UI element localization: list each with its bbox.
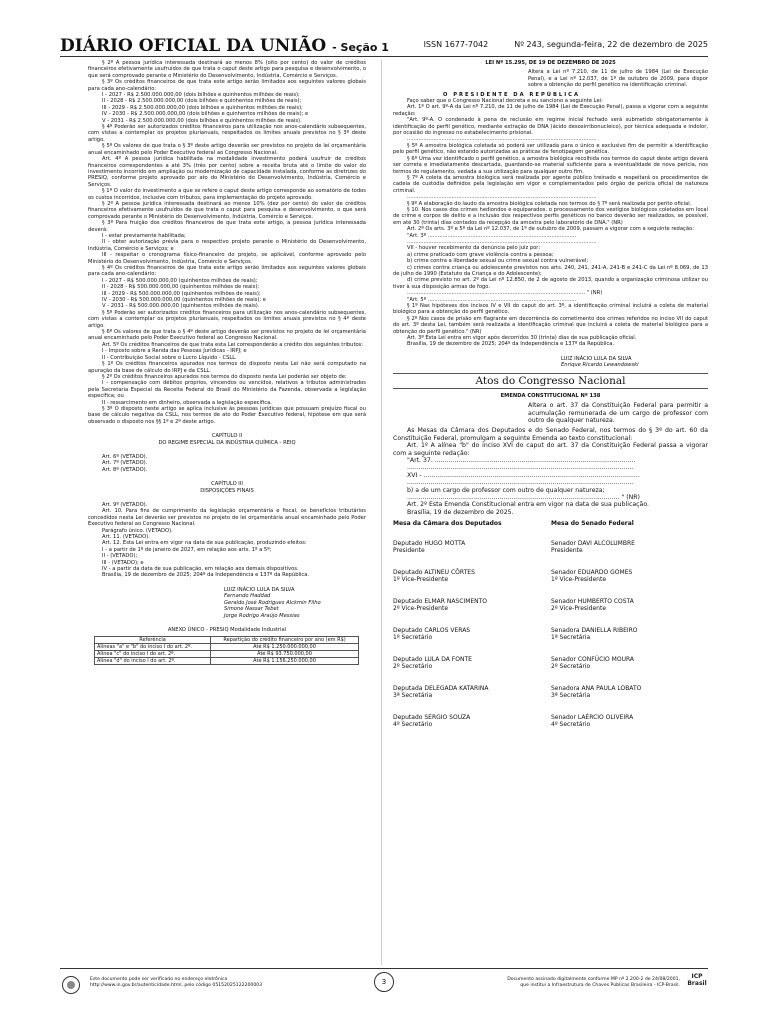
paragraph: "Art. 3º .......................................................................................... [407, 232, 577, 239]
chapter-2-title: CAPÍTULO II [211, 433, 243, 440]
law-ementa: Altera a Lei nº 7.210, de 11 de julho de 1984 (Lei de Execução Penal), e a Lei nº 12.037, de 1º de outubro de 2009, para dispor sobre a obtenção do perfil genético na identificação criminal. [528, 69, 708, 89]
table-cell: Alínea "c" do inciso I do art. 2º. [95, 651, 211, 658]
issn: ISSN 1677-7042 [423, 40, 489, 49]
footer-signature-line2: que institui a Infraestrutura de Chaves Públicas Brasileira - ICP-Brasil. [520, 983, 680, 988]
signatory-camara [393, 627, 543, 642]
paragraph: § 1º Os créditos financeiros apurados nos termos do disposto nesta Lei não será computado na apuração da base de cálculo do IRPJ e da CSLL. [88, 361, 366, 374]
paragraph: § 1º O valor do investimento a que se refere o caput deste artigo corresponde ao somatório de todos os custos incorridos, inclusive com tributos, para implementação do projeto aprovado. [88, 188, 366, 201]
paragraph: IV - a partir da data de sua publicação, em relação aos demais dispositivos. [102, 566, 299, 573]
paragraph: Art. 5º Os créditos financeiros de que trata esta Lei corresponderão a crédito dos seguintes tributos: [102, 341, 364, 348]
paragraph: Art. 1º O art. 9º-A da Lei nº 7.210, de 11 de julho de 1984 (Lei de Execução Penal), passa a vigorar com a seguinte redação: [393, 104, 708, 117]
signature-minister: Enrique Ricardo Lewandowski [561, 362, 639, 369]
table-cell: Até R$ 93.750.000,00 [211, 651, 359, 658]
table-cell: Alíneas "a" e "b" do inciso I do art. 2º. [95, 644, 211, 651]
paragraph: I - 2027 - R$ 2.500.000.000,00 (dois bilhões e quinhentos milhões de reais); [102, 92, 300, 99]
paragraph: ................................................................................................................... [407, 194, 597, 201]
vetoed-article: Art. 6º (VETADO). [102, 453, 148, 460]
vetoed-articles [88, 454, 366, 473]
paragraph: Art. 9º (VETADO). [102, 502, 148, 508]
paragraph: ............................................................................................................ " (NR) [407, 493, 640, 501]
paragraph: IV - 2030 - R$ 500.000.000,00 (quinhentos milhões de reais); e [102, 297, 266, 304]
paragraph: § 1º Nas hipóteses dos incisos IV e VII do caput do art. 3º, a identificação criminal incluirá a coleta de material biológico para a obtenção do perfil genético. [393, 303, 708, 316]
annex-title: ANEXO ÚNICO - PRESIQ Modalidade Industrial [167, 626, 287, 633]
table-row [95, 644, 359, 651]
annex-table [94, 636, 359, 665]
masthead [60, 36, 389, 56]
law-signatures-right [393, 356, 708, 369]
paragraph: ................................................................................................................... [407, 479, 634, 487]
signatory-role: 4º Secretário [393, 721, 433, 729]
president-heading: O PRESIDENTE DA REPÚBLICA [443, 91, 580, 98]
signatory-name: Senador EDUARDO GOMES [551, 568, 633, 576]
footer-signature-note [506, 977, 680, 989]
signatory-senado [551, 627, 701, 642]
signatory-camara [393, 656, 543, 671]
paragraph: III - 2029 - R$ 2.500.000.000,00 (dois bilhões e quinhentos milhões de reais); [102, 104, 303, 111]
paragraph: I - a partir de 1º de janeiro de 2027, em relação aos arts. 1º a 5º; [102, 546, 272, 553]
paragraph: Brasília, 19 de dezembro de 2025; 204º da Independência e 137º da República. [407, 341, 615, 348]
paragraph: Brasília, 19 de dezembro de 2025; 204º da Independência e 137º da República. [102, 572, 310, 579]
paragraph: d) crime previsto no art. 2º da Lei nº 12.850, de 2 de agosto de 2013, quando a organização criminosa utilizar ou tiver à sua disposição armas de fogo. [393, 277, 708, 290]
signatory-senado [551, 656, 701, 671]
paragraph: II - (VETADO); [102, 553, 138, 560]
paragraph: Art. 2º Esta Emenda Constitucional entra em vigor na data de sua publicação. [407, 501, 649, 509]
paragraph: § 2º A pessoa jurídica interessada destinará ao menos 8% (oito por cento) do valor de créditos financeiros efetivamente usufruídos de que trata o caput deste artigo para pesquisa e desenvolvimento, o que será comprovado perante o Ministério do Desenvolvimento, Indústria, Comércio e Serviços. [88, 60, 366, 79]
signatory-name: Deputado ELMAR NASCIMENTO [393, 597, 488, 605]
signatory-name: Senadora DANIELLA RIBEIRO [551, 626, 638, 634]
signatory-role: Presidente [551, 547, 583, 555]
edition-info: Nº 243, segunda-feira, 22 de dezembro de 2025 [514, 40, 708, 49]
paragraph: § 6º Os valores de que trata o § 4º deste artigo deverão ser previstos no projeto de lei orçamentária anual encaminhado pelo Poder Executivo federal ao Congresso Nacional. [88, 329, 366, 342]
vetoed-article: Art. 8º (VETADO). [102, 466, 148, 473]
left-paragraphs-a [88, 60, 366, 425]
signatory-role: 2º Secretário [393, 663, 433, 671]
signatory-senado [551, 540, 701, 555]
paragraph: II - 2028 - R$ 500.000.000,00 (quinhentos milhões de reais); [102, 284, 260, 291]
paragraph: Brasília, 19 de dezembro de 2025. [407, 508, 514, 516]
paragraph: Art. 10. Para fins de cumprimento da legislação orçamentária e fiscal, os benefícios tributários concedidos nesta Lei deverão ser previstos no projeto de lei orçamentária anual encaminhado pelo Poder Executivo federal ao Congresso Nacional. [88, 508, 366, 528]
signatory-role: 3ª Secretária [551, 692, 591, 700]
amendment-title: EMENDA CONSTITUCIONAL Nº 138 [500, 392, 601, 399]
signature-minister: Fernando Haddad [224, 593, 271, 600]
paragraph: c) crimes contra criança ou adolescente previstos nos arts. 240, 241, 241-A, 241-B e 241-C da Lei nº 8.069, de 13 de julho de 1990 (Estatuto da Criança e do Adolescente); [393, 264, 708, 277]
paragraph: b) crime contra a liberdade sexual ou crime sexual contra vulnerável; [407, 258, 589, 265]
table-cell: Até R$ 1.156.250.000,00 [211, 658, 359, 665]
paragraph: VII - houver recebimento da denúncia pelo juiz por: [407, 245, 541, 252]
signatory-name: Deputado HUGO MOTTA [393, 539, 466, 547]
paragraph: "Art. 37. ...................................................................................................... [407, 456, 636, 464]
signatory-name: Senador LAÉRCIO OLIVEIRA [551, 713, 634, 721]
signatory-role: 1º Secretário [393, 634, 433, 642]
signatory-senado [551, 685, 701, 700]
signatory-role: 1º Vice-Presidente [393, 576, 449, 584]
paragraph: Art. 11. (VETADO). [102, 534, 150, 541]
page-number: 3 [374, 972, 394, 992]
icp-logo-line2: Brasil [687, 980, 707, 987]
signatory-name: Deputado LULA DA FONTE [393, 655, 472, 663]
annex-header-row [95, 637, 359, 644]
signatory-camara [393, 598, 543, 613]
paragraph: II - 2028 - R$ 2.500.000.000,00 (dois bilhões e quinhentos milhões de reais); [102, 98, 302, 105]
mesa-signatures [393, 520, 708, 743]
paragraph: ................................................................................................................... [407, 464, 634, 472]
paragraph: "Art. 9º-A. O condenado à pena de reclusão em regime inicial fechado será submetido obrigatoriamente à identificação do perfil genético, mediante extração de DNA (ácido desoxirribonucleico), por técnica adequada e indolor, por ocasião do ingresso no estabelecimento prisional. [393, 117, 708, 137]
signatory-role: 1ª Secretária [551, 634, 591, 642]
paragraph: III - (VETADO); e [102, 559, 144, 566]
paragraph: III - respeitar o cronograma físico-financeiro do projeto, se aplicável, conforme aprovado pelo Ministério do Desenvolvimento, Indústria, Comércio e Serviços. [88, 252, 366, 265]
signatory-senado [551, 598, 701, 613]
signatory-senado [551, 714, 701, 729]
table-row [95, 658, 359, 665]
paragraph: I - compensação com débitos próprios, vincendos ou vencidos, relativos a tributos administrados pela Secretaria Especial da Receita Federal do Brasil do Ministério da Fazenda, observada a legislação específica; ou [88, 380, 366, 400]
signatory-camara [393, 714, 543, 729]
footer-verification-line1: Este documento pode ser verificado no endereço eletrônico [90, 977, 228, 982]
annex-header-cell: Repartição do crédito financeiro por ano (em R$) [211, 637, 359, 644]
page-footer [60, 968, 708, 1005]
coat-of-arms-icon [62, 976, 80, 994]
chapter-3-title: CAPÍTULO III [211, 481, 243, 488]
paragraph: § 5º A amostra biológica coletada só poderá ser utilizada para o único e exclusivo fim de permitir a identificação pelo perfil genético, não estando autorizadas as práticas de fenotipagem genética. [393, 142, 708, 156]
signatory-role: Presidente [393, 547, 425, 555]
paragraph: II - obter autorização prévia para o respectivo projeto perante o Ministério do Desenvolvimento, Indústria, Comércio e Serviços; e [88, 239, 366, 252]
paragraph: II - ressarcimento em dinheiro, observada a legislação específica. [102, 399, 272, 406]
table-cell: Até R$ 1.250.000.000,00 [211, 644, 359, 651]
left-paragraphs-b [88, 502, 366, 579]
paragraph: § 9º A elaboração do laudo da amostra biológica coletada nos termos do § 7º será realizada por perito oficial. [407, 200, 692, 207]
vetoed-article: Art. 7º (VETADO). [102, 460, 148, 467]
icp-logo-line1: ICP [691, 973, 703, 980]
signatory-role: 3ª Secretária [393, 692, 433, 700]
paragraph: § 5º Os valores de que trata o § 3º deste artigo deverão ser previstos no projeto de lei orçamentária anual encaminhado pelo Poder Executivo federal ao Congresso Nacional. [88, 143, 366, 156]
signatory-name: Deputado ALTINEU CÔRTES [393, 568, 475, 576]
footer-verification-link[interactable]: http://www.in.gov.br/autenticidade.html, pelo código 05152025122200003 [90, 983, 263, 988]
paragraph: III - 2029 - R$ 500.000.000,00 (quinhentos milhões de reais); [102, 290, 261, 297]
amendment-ementa: Altera o art. 37 da Constituição Federal para permitir a acumulação remunerada de um cargo de professor com outro de qualquer natureza. [528, 402, 708, 424]
signatory-name: Senador HUMBERTO COSTA [551, 597, 634, 605]
paragraph: ................................................................................................................... [407, 238, 597, 245]
mesa-senado-heading: Mesa do Senado Federal [551, 520, 634, 528]
paragraph: V - 2031 - R$ 2.500.000.000,00 (dois bilhões e quinhentos milhões de reais). [102, 117, 302, 124]
table-cell: Alínea "d" do inciso I do art. 2º. [95, 658, 211, 665]
paragraph: ............................................................................................................ " (NR) [407, 290, 603, 297]
icp-brasil-logo [686, 973, 708, 995]
signatory-role: 2º Vice-Presidente [393, 605, 449, 613]
paragraph: As Mesas da Câmara dos Deputados e do Senado Federal, nos termos do § 3º do art. 60 da Constituição Federal, promulgam a seguinte Emenda ao texto constitucional: [393, 427, 708, 442]
footer-signature-line1: Documento assinado digitalmente conforme MP nº 2.200-2 de 24/08/2001, [507, 977, 680, 982]
law-body [393, 98, 708, 348]
paragraph: Parágrafo único. (VETADO). [102, 527, 173, 534]
paragraph: § 3º Os créditos financeiros de que trata este artigo serão limitados aos seguintes valores globais para cada ano-calendário: [88, 79, 366, 92]
signatory-role: 4º Secretário [551, 721, 591, 729]
signature-minister: Jorge Rodrigo Araújo Messias [224, 612, 300, 619]
signature-minister: Simone Nassar Tebet [224, 606, 279, 613]
paragraph: a) crime praticado com grave violência contra a pessoa; [407, 251, 554, 258]
law-title: LEI Nº 15.295, DE 19 DE DEZEMBRO DE 2025 [485, 60, 616, 66]
signatory-name: Deputado CARLOS VERAS [393, 626, 471, 634]
masthead-section: - Seção 1 [332, 41, 389, 54]
paragraph: § 6º Uma vez identificado o perfil genético, a amostra biológica recolhida nos termos do caput deste artigo deverá ser correta e imediatamente descartada, guardando-se material suficiente para a eventualidade de nova perícia, nos termos do regulamento, vedada a sua utilização para qualquer outro fim. [393, 155, 708, 175]
signatory-name: Senador DAVI ALCOLUMBRE [551, 539, 635, 547]
paragraph: XVI - .............................................................................................................. [407, 471, 640, 479]
paragraph: § 2º Os créditos financeiros apurados nos termos do disposto nesta Lei poderão ser objeto de: [102, 373, 347, 380]
paragraph: I - 2027 - R$ 500.000.000,00 (quinhentos milhões de reais); [102, 277, 258, 284]
paragraph: I - Imposto sobre a Renda das Pessoas Jurídicas - IRPJ; e [102, 348, 247, 355]
signatory-name: Deputado SERGIO SOUZA [393, 713, 471, 721]
paragraph: Faço saber que o Congresso Nacional decreta e eu sanciono a seguinte Lei: [407, 98, 603, 105]
footer-verification [90, 977, 262, 989]
paragraph: § 4º Os créditos financeiros de que trata este artigo serão limitados aos seguintes valores globais para cada ano-calendário: [88, 265, 366, 278]
signatory-name: Senador CONFÚCIO MOURA [551, 655, 634, 663]
signatory-role: 2º Vice-Presidente [551, 605, 607, 613]
paragraph: Art. 3º Esta Lei entra em vigor após decorridos 30 (trinta) dias de sua publicação oficial. [407, 335, 637, 342]
paragraph: I - estar previamente habilitada; [102, 232, 186, 239]
law-signatures [88, 587, 366, 619]
amendment-body [393, 427, 708, 516]
signatory-senado [551, 569, 701, 584]
paragraph: § 3º O disposto neste artigo se aplica inclusive às pessoas jurídicas que possuam prejuízo fiscal ou base de cálculo negativa da CSLL, nos termos de ato do Poder Executivo federal, hipótese em que será observado o disposto nos §§ 1º e 2º deste artigo. [88, 405, 366, 425]
paragraph: § 5º Poderão ser autorizados créditos financeiros para utilização nos anos-calendário subsequentes, com vistas a contemplar os projetos plurianuais, respeitados os limites anuais previstos no § 4º deste artigo. [88, 309, 366, 329]
paragraph: Art. 12. Esta Lei entra em vigor na data de sua publicação, produzindo efeitos: [102, 540, 307, 547]
signatory-name: Senadora ANA PAULA LOBATO [551, 684, 642, 692]
paragraph: § 10. Nos casos dos crimes hediondos e equiparados, o processamento dos vestígios biológicos coletados em local de crime e corpos de delito e a inclusão dos respectivos perfis genéticos no banco deverão ser realizados, se possível, em até 30 (trinta) dias contados da recepção da amostra pelo laboratório de DNA." (NR) [393, 206, 708, 226]
paragraph: § 3º Para fruição dos créditos financeiros de que trata este artigo, a pessoa jurídica interessada deverá: [88, 220, 366, 233]
paragraph: II - Contribuição Social sobre o Lucro Líquido - CSLL. [102, 354, 237, 361]
signature-president: LUIZ INÁCIO LULA DA SILVA [224, 586, 295, 593]
right-column [393, 60, 708, 743]
paragraph: Art. 4º A pessoa jurídica habilitada na modalidade investimento poderá usufruir de créditos financeiros correspondentes a até 3% (três por cento) sobre a receita bruta até o limite do valor do investimento incorrido em ampliação ou modernização de capacidade instalada, conforme as diretrizes do PRESIQ, conforme projeto aprovado por ato do Ministério do Desenvolvimento, Indústria, Comércio e Serviços. [88, 156, 366, 188]
page-header [60, 36, 708, 57]
paragraph: § 7º A coleta da amostra biológica será realizada por agente público treinado e respeitará os procedimentos de cadeia de custódia definidos pela legislação em vigor e complementados pelo órgão de perícia oficial de natureza criminal. [393, 174, 708, 194]
signatory-role: 2º Secretário [551, 663, 591, 671]
chapter-2-subtitle: DO REGIME ESPECIAL DA INDÚSTRIA QUÍMICA - REIQ [158, 439, 296, 446]
paragraph: Art. 2º Os arts. 3º e 5º da Lei nº 12.037, de 1º de outubro de 2009, passam a vigorar com a seguinte redação: [407, 226, 694, 233]
column-divider [381, 60, 382, 965]
paragraph: V - 2031 - R$ 500.000.000,00 (quinhentos milhões de reais). [102, 303, 260, 310]
paragraph: § 2º Nos casos de prisão em flagrante em decorrência do cometimento dos crimes referidos no inciso VII do caput do art. 3º desta Lei, também será realizada a identificação criminal que incluirá a coleta de material biológico para a obtenção do perfil genético." (NR) [393, 315, 708, 335]
paragraph: § 2º A pessoa jurídica interessada destinará ao menos 10% (dez por cento) do valor de créditos financeiros efetivamente usufruídos de que trata o caput para pesquisa e desenvolvimento, o que será comprovado perante o Ministério do Desenvolvimento, Indústria, Comércio e Serviços. [88, 200, 366, 220]
signatory-camara [393, 569, 543, 584]
paragraph: b) a de um cargo de professor com outro de qualquer natureza; [407, 486, 605, 494]
mesa-camara-heading: Mesa da Câmara dos Deputados [393, 520, 502, 528]
paragraph: "Art. 5º .......................................................................................... [407, 296, 577, 303]
masthead-title: DIÁRIO OFICIAL DA UNIÃO [60, 36, 327, 56]
signature-president: LUIZ INÁCIO LULA DA SILVA [561, 355, 632, 362]
paragraph: ................................................................................................................... [407, 136, 597, 143]
section-heading: Atos do Congresso Nacional [393, 373, 708, 389]
signatory-role: 1º Vice-Presidente [551, 576, 607, 584]
annex-header-cell: Referência [95, 637, 211, 644]
paragraph: Art. 1º A alínea "b" do inciso XVI do caput do art. 37 da Constituição Federal passa a vigorar com a seguinte redação: [393, 442, 708, 457]
table-row [95, 651, 359, 658]
header-meta [398, 40, 708, 49]
left-column [88, 60, 366, 665]
paragraph: § 4º Poderão ser autorizados créditos financeiros para utilização nos anos-calendário subsequentes, com vistas a contemplar os projetos plurianuais, respeitados os limites anuais previstos no § 3º deste artigo. [88, 124, 366, 143]
signatory-name: Deputada DELEGADA KATARINA [393, 684, 489, 692]
signature-minister: Geraldo José Rodrigues Alckmin Filho [224, 599, 321, 606]
signatory-camara [393, 685, 543, 700]
paragraph: IV - 2030 - R$ 2.500.000.000,00 (dois bilhões e quinhentos milhões de reais); e [102, 111, 309, 118]
signatory-camara [393, 540, 543, 555]
chapter-3-subtitle: DISPOSIÇÕES FINAIS [200, 487, 254, 494]
